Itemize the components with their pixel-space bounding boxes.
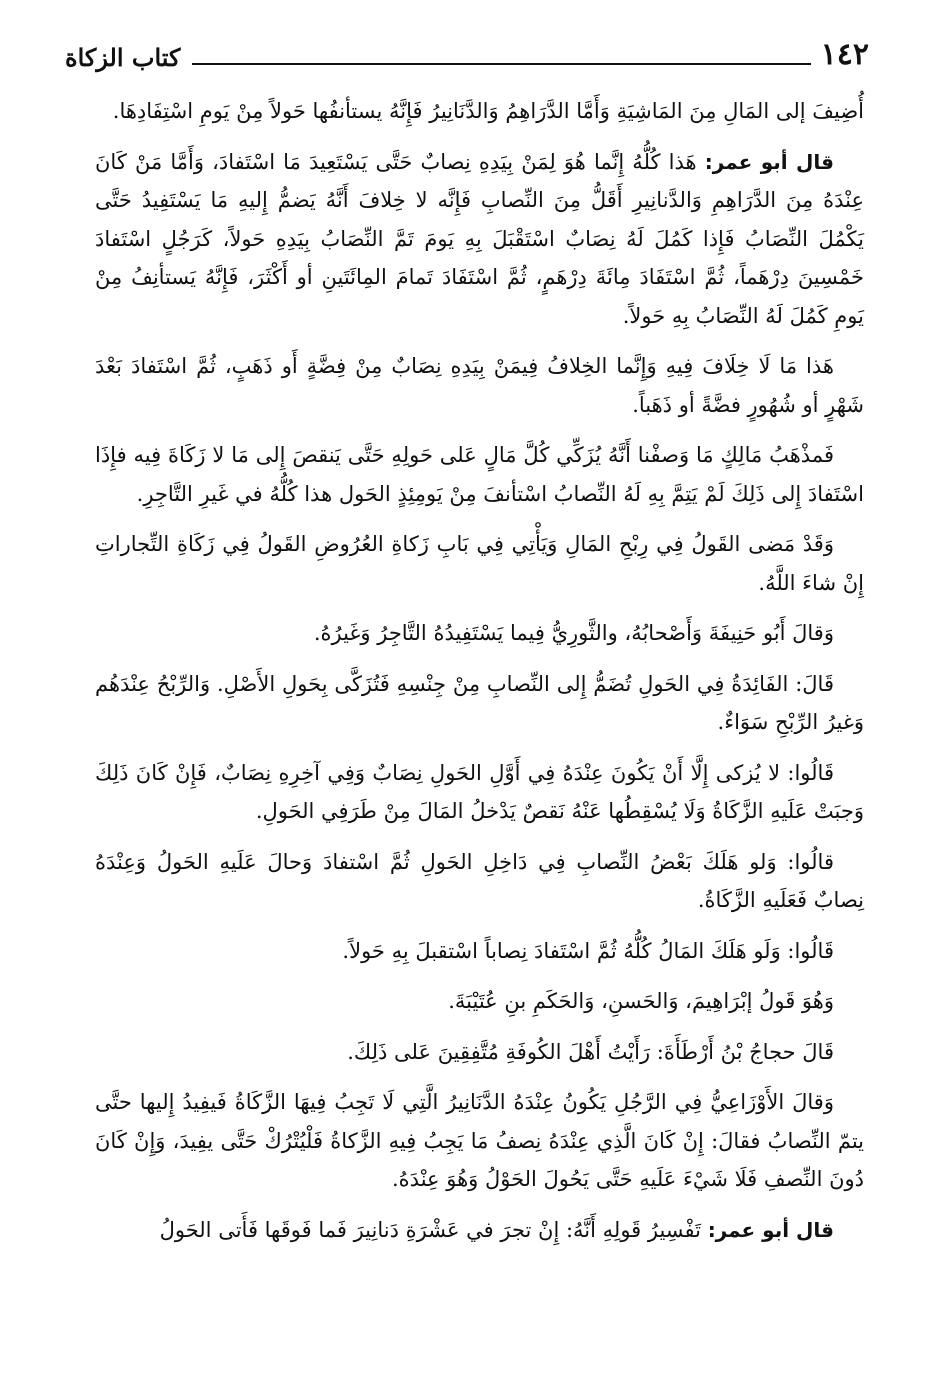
paragraph-13 <box>95 1083 864 1199</box>
paragraph-text: وَقَدْ مَضى القَولُ فِي رِبْحِ المَالِ وَيَأْتِي فِي بَابِ زَكاةِ العُرُوضِ القَولُ فِي زَكَاةِ التِّجاراتِ إِنْ شاءَ اللَّهُ. <box>95 532 864 595</box>
paragraph-11 <box>95 982 864 1021</box>
paragraph-8 <box>95 754 864 831</box>
paragraph-9 <box>95 843 864 920</box>
paragraph-text: قالُوا: وَلو هَلَكَ بَعْضُ النِّصابِ فِي دَاخِلِ الحَولِ ثُمَّ اسْتفادَ وَحالَ عَلَيهِ الحَولُ وَعِنْدَهُ نِصابٌ فَعَلَيهِ الزَّكَاةُ. <box>95 849 864 912</box>
paragraph-text: وَقالَ أَبُو حَنِيفَةَ وَأَصْحابُهُ، والثَّورِيُّ فِيما يَسْتَفِيدُهُ التَّاجِرُ وَغَيرُهُ. <box>313 621 834 645</box>
paragraph-10 <box>95 932 864 971</box>
paragraph-3 <box>95 347 864 424</box>
paragraph-text: هَذا كُلُّهُ إِنَّما هُوَ لِمَنْ بِيَدِهِ نِصابٌ حَتَّى يَسْتَعِيدَ مَا اسْتَفادَ، وَأَمَّا مَنْ كَانَ عِنْدَهُ مِنَ الدَّرَاهِمِ وَالدَّنانِيرِ أَقَلُّ مِنَ النِّصابِ فَإِنَّه لا خِلافَ أَنَّهُ يَضمُّ إِليهِ مَا يَسْتَفِيدُ حَتَّى يَكْمُلَ النِّصَابُ فَإِذا كَمُلَ لَهُ نِصَابٌ اسْتَقْبَلَ بِهِ يَومَ تَمَّ النِّصَابُ بِيَدِهِ حَولاً، كَرَجُلٍ اسْتَفادَ خَمْسِينَ دِرْهَماً، ثُمَّ اسْتَفَادَ مِائَةَ دِرْهَمٍ، ثُمَّ اسْتَفَادَ تَمامَ المِائَتَينِ أو أَكْثَرَ، فَإِنَّهُ يَستأنِفُ مِنْ يَومِ كَمُلَ لَهُ النِّصَابُ بِهِ حَولاً. <box>95 149 864 328</box>
paragraph-4 <box>95 436 864 513</box>
paragraph-14 <box>95 1211 864 1250</box>
paragraph-1 <box>95 92 864 131</box>
paragraph-text: وَهُوَ قَولُ إبْرَاهِيمَ، وَالحَسنِ، وَالحَكَمِ بنِ عُتَيْبَةَ. <box>448 989 834 1013</box>
paragraph-text: قَالُوا: وَلَو هَلَكَ المَالُ كُلُّهُ ثُمَّ اسْتَفادَ نِصاباً اسْتقبلَ بِهِ حَولاً. <box>342 938 834 963</box>
paragraph-text: قَالُوا: لا يُزكى إِلَّا أَنْ يَكُونَ عِنْدَهُ فِي أَوَّلِ الحَولِ نِصَابٌ وَفِي آخِرِهِ نِصَابٌ، فَإِنْ كَانَ ذَلِكَ وَجبَتْ عَلَيهِ الزَّكَاةُ وَلَا يُسْقِطُها عَنْهُ نَقصٌ يَدْخلُ المَالَ مِنْ طَرَفِي الحَولِ. <box>95 760 864 823</box>
paragraph-12 <box>95 1033 864 1072</box>
speaker-label: قال أبو عمر: <box>707 1217 834 1242</box>
paragraph-5 <box>95 525 864 602</box>
paragraph-2 <box>95 143 864 336</box>
paragraph-6 <box>95 614 864 653</box>
paragraph-text: تَفْسِيرُ قَولِهِ أَنَّهُ: إِنْ تجرَ في عَشْرَةِ دَنانِيرَ فَما فَوقَها فَأَتى الحَولُ <box>159 1217 708 1242</box>
running-title: كتاب الزكاة <box>65 43 181 72</box>
speaker-label: قال أبو عمر: <box>704 149 834 174</box>
page-number: ١٤٢ <box>820 37 869 72</box>
paragraph-7 <box>95 665 864 742</box>
page-header <box>65 30 869 70</box>
paragraph-text: وَقالَ الأَوْزَاعِيُّ فِي الرَّجُلِ يَكُونُ عِنْدَهُ الدَّنَانِيرُ الَّتِي لَا تَجِبُ فِيهَا الزَّكَاةُ فَيفِيدُ إِليها حتَّى يتمّ النِّصابُ فقالَ: إِنْ كَانَ الَّذِي عِنْدَهُ نِصفُ مَا يَجِبُ فِيهِ الزَّكاةُ فَلْيُتْرُكْ حَتَّى يفِيدَ، وَإِنْ كَانَ دُونَ النِّصفِ فَلَا شَيْءَ عَلَيهِ حَتَّى يَحُولَ الحَوْلُ وَهُوَ عِنْدَهُ. <box>95 1090 864 1191</box>
paragraph-text: قَالَ: الفَائِدَةُ فِي الحَولِ تُضَمُّ إِلى النِّصابِ مِنْ جِنْسِهِ فَتُزَكَّى بِحَولِ الأَصْلِ. وَالرِّبْحُ عِنْدَهُم وَغيرُ الرِّبْحِ سَوَاءٌ. <box>95 671 864 734</box>
paragraph-text: قَالَ حجاجُ بْنُ أَرْطَأَةَ: رَأَيْتُ أَهْلَ الكُوفَةِ مُتَّفِقِينَ عَلى ذَلِكَ. <box>347 1039 834 1064</box>
paragraph-text: هَذا مَا لَا خِلَافَ فِيهِ وَإِنَّما الخِلافُ فِيمَنْ بِيَدِهِ نِصَابٌ مِنْ فِضَّةٍ أَو ذَهَبٍ، ثُمَّ اسْتَفادَ بَعْدَ شَهْرٍ أو شُهُورٍ فضَّةً أو ذَهَباً. <box>95 354 864 417</box>
paragraph-text: فَمذْهَبُ مَالِكٍ مَا وَصفْنا أَنَّهُ يُزَكِّي كُلَّ مَالٍ عَلى حَولِهِ حَتَّى يَنقصَ إِلى مَا لا زَكَاةَ فِيه فإِذَا اسْتَفادَ إِلى ذَلِكَ لَمْ يَتِمَّ بِهِ لَهُ النِّصابُ اسْتأنفَ مِنْ يَومِئِذٍ الحَول هذا كُلُّهُ في غَيرِ التَّاجِرِ. <box>95 443 864 506</box>
page-body <box>95 92 864 1261</box>
header-rule <box>192 63 810 65</box>
paragraph-text: أُضِيفَ إلى المَالِ مِنَ المَاشِيَةِ وَأَمَّا الدَّرَاهِمُ وَالدَّنَانِيرُ فَإِنَّهُ يستأنفُها حَولاً مِنْ يَومِ اسْتِفَادِهَا. <box>112 99 864 123</box>
